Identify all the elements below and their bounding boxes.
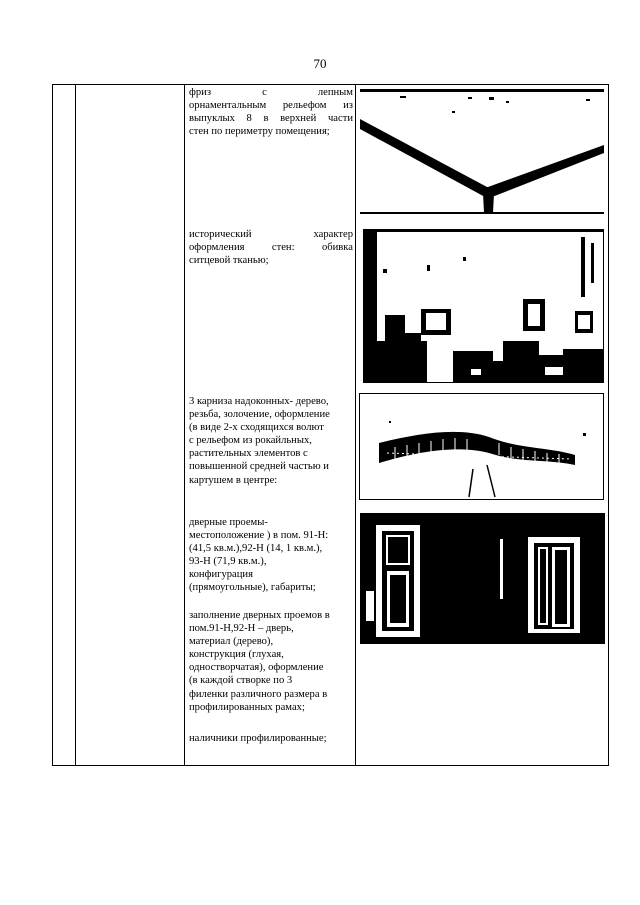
text-line: 3 карниза надоконных- дерево, (189, 396, 329, 407)
ceiling-frieze-photo (360, 89, 604, 217)
text-line: растительных элементов с (189, 448, 308, 460)
text-line: (41,5 кв.м.),92-Н (14, 1 кв.м.), (189, 543, 323, 555)
text-line: оформления стен: обивка (189, 242, 353, 254)
text-line: фриз с лепным (189, 87, 353, 98)
column-divider-3 (355, 85, 356, 765)
room-interior-image (363, 229, 604, 383)
text-line: наличники профилированные; (189, 733, 327, 744)
text-line: местоположение ) в пом. 91-Н: (189, 530, 329, 542)
text-line: филенки различного размера в (189, 688, 328, 700)
text-line: картушем в центре: (189, 474, 278, 486)
text-line: материал (дерево), (189, 636, 274, 648)
text-line: (в каждой створке по 3 (189, 675, 293, 687)
cornice-description (189, 395, 353, 487)
ceiling-frieze-image (360, 89, 604, 217)
text-line: выпуклых 8 в верхней части (189, 113, 353, 125)
page-number: 70 (313, 56, 327, 71)
text-line: ситцевой тканью; (189, 255, 269, 267)
text-line: 93-Н (71,9 кв.м.), (189, 556, 267, 568)
text-line: профилированных рамах; (189, 701, 305, 713)
column-divider-1 (75, 85, 76, 765)
text-line: дверные проемы- (189, 517, 268, 528)
door-filling-description (189, 609, 353, 714)
text-line: пом.91-Н,92-Н – дверь, (189, 623, 294, 635)
room-interior-photo (363, 229, 604, 383)
object-table (52, 84, 609, 766)
wall-finish-description (189, 228, 353, 267)
text-line: повышенной средней частью и (189, 461, 329, 473)
doorways-photo (360, 513, 605, 644)
text-line: (в виде 2-х сходящихся волют (189, 422, 324, 434)
column-divider-2 (184, 85, 185, 765)
text-line: конструкция (глухая, (189, 649, 284, 661)
text-line: одностворчатая), оформление (189, 662, 324, 674)
text-line: заполнение дверных проемов в (189, 610, 330, 621)
text-line: конфигурация (189, 569, 253, 581)
text-line: (прямоугольные), габариты; (189, 582, 316, 594)
text-line: орнаментальным рельефом из (189, 100, 353, 112)
text-line: с рельефом из рокайльных, (189, 435, 312, 447)
casings-description (189, 732, 353, 745)
window-cornice-image (359, 393, 604, 500)
text-line: стен по периметру помещения; (189, 126, 330, 138)
doorways-description (189, 516, 353, 595)
text-line: исторический характер (189, 229, 353, 240)
text-line: резьба, золочение, оформление (189, 409, 330, 421)
window-cornice-photo (359, 393, 604, 500)
doorways-image (360, 513, 605, 644)
frieze-description (189, 86, 353, 138)
